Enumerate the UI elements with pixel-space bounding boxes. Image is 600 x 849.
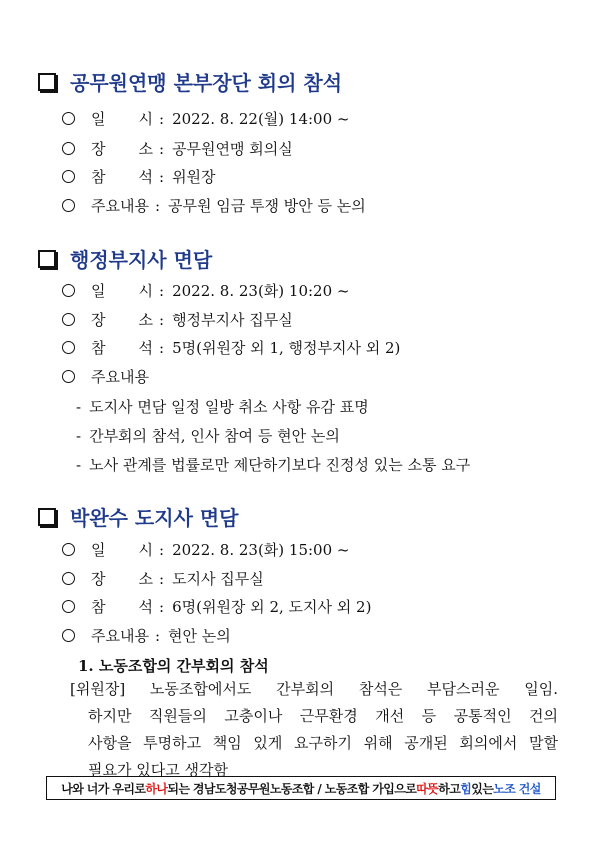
- item-label: 장 소: [91, 570, 153, 588]
- slogan-part: 되는 경남도청공무원노동조합 / 노동조합 가입으로: [167, 781, 417, 796]
- item-value: 공무원 임금 투쟁 방안 등 논의: [168, 197, 366, 215]
- item-value: 2022. 8. 23(화) 10:20 ~: [172, 282, 350, 300]
- slogan-part: 하나: [145, 781, 168, 796]
- slogan-part: 있는: [471, 781, 494, 796]
- item-value: 공무원연맹 회의실: [172, 140, 293, 158]
- item-value: 6명(위원장 외 2, 도지사 외 2): [172, 598, 372, 616]
- item-label: 참 석: [91, 339, 153, 357]
- section-heading-text: 공무원연맹 본부장단 회의 참석: [70, 71, 343, 95]
- item-row: 참 석 : 5명(위원장 외 1, 행정부지사 외 2): [62, 337, 400, 358]
- item-value: 현안 논의: [168, 627, 231, 645]
- section-heading-1: [38, 67, 342, 96]
- circle-bullet-icon: [62, 572, 75, 585]
- item-value: 2022. 8. 23(화) 15:00 ~: [172, 541, 350, 559]
- circle-bullet-icon: [62, 284, 75, 297]
- item-row: 참 석 : 위원장: [62, 166, 216, 187]
- bullet-item: - 노사 관계를 법률로만 제단하기보다 진정성 있는 소통 요구: [76, 456, 471, 474]
- item-row: 장 소 : 공무원연맹 회의실: [62, 138, 293, 159]
- subsection-paragraph: [70, 676, 558, 784]
- slogan-part: 하고: [438, 781, 461, 796]
- item-label: 장 소: [91, 140, 153, 158]
- section-heading-text: 행정부지사 면담: [70, 248, 213, 272]
- item-label: 주요내용: [91, 627, 149, 645]
- circle-bullet-icon: [62, 341, 75, 354]
- item-label: 참 석: [91, 168, 153, 186]
- section-heading-text: 박완수 도지사 면담: [70, 506, 239, 530]
- circle-bullet-icon: [62, 629, 75, 642]
- paragraph-line: 하지만 직원들의 고충이나 근무환경 개선 등 공통적인 건의: [88, 707, 558, 725]
- slogan-part: 노조 건설: [493, 781, 541, 796]
- slogan-part: 따뜻: [416, 781, 439, 796]
- checkbox-icon: [38, 250, 56, 268]
- item-row: 일 시 : 2022. 8. 22(월) 14:00 ~: [62, 108, 349, 129]
- item-label: 일 시: [91, 110, 153, 128]
- item-row: [62, 366, 149, 387]
- circle-bullet-icon: [62, 199, 75, 212]
- circle-bullet-icon: [62, 313, 75, 326]
- item-row: 주요내용 : 공무원 임금 투쟁 방안 등 논의: [62, 195, 366, 216]
- slogan-part: 힘: [460, 781, 472, 796]
- item-value: 위원장: [172, 168, 216, 186]
- bullet-item: - 간부회의 참석, 인사 참여 등 현안 논의: [76, 427, 340, 445]
- paragraph-line: 사항을 투명하고 책임 있게 요구하기 위해 공개된 회의에서 말할: [88, 734, 558, 752]
- slogan-banner: [46, 776, 556, 800]
- section-heading-3: [38, 502, 239, 531]
- subsection-title: 1. 노동조합의 간부회의 참석: [78, 657, 269, 675]
- circle-bullet-icon: [62, 543, 75, 556]
- item-row: 일 시 : 2022. 8. 23(화) 15:00 ~: [62, 539, 349, 560]
- circle-bullet-icon: [62, 600, 75, 613]
- circle-bullet-icon: [62, 142, 75, 155]
- item-value: 2022. 8. 22(월) 14:00 ~: [172, 110, 350, 128]
- item-row: 장 소 : 행정부지사 집무실: [62, 309, 293, 330]
- item-label: 장 소: [91, 311, 153, 329]
- item-row: 주요내용 : 현안 논의: [62, 625, 231, 646]
- checkbox-icon: [38, 508, 56, 526]
- item-label: 참 석: [91, 598, 153, 616]
- circle-bullet-icon: [62, 112, 75, 125]
- checkbox-icon: [38, 73, 56, 91]
- item-label: 일 시: [91, 541, 153, 559]
- item-label: 주요내용: [91, 197, 149, 215]
- circle-bullet-icon: [62, 170, 75, 183]
- section-heading-2: [38, 244, 212, 273]
- item-label: 일 시: [91, 282, 153, 300]
- paragraph-line: 필요가 있다고 생각함: [88, 761, 228, 779]
- item-row: 일 시 : 2022. 8. 23(화) 10:20 ~: [62, 280, 349, 301]
- item-row: 참 석 : 6명(위원장 외 2, 도지사 외 2): [62, 596, 371, 617]
- item-value: 행정부지사 집무실: [172, 311, 293, 329]
- paragraph-line: [위원장] 노동조합에서도 간부회의 참석은 부담스러운 일임.: [70, 680, 558, 698]
- item-value: 5명(위원장 외 1, 행정부지사 외 2): [172, 339, 401, 357]
- bullet-item: - 도지사 면담 일정 일방 취소 사항 유감 표명: [76, 398, 369, 416]
- item-label: 주요내용: [91, 368, 149, 386]
- circle-bullet-icon: [62, 370, 75, 383]
- slogan-part: 나와 너가 우리로: [61, 781, 146, 796]
- item-value: 도지사 집무실: [172, 570, 264, 588]
- item-row: 장 소 : 도지사 집무실: [62, 568, 264, 589]
